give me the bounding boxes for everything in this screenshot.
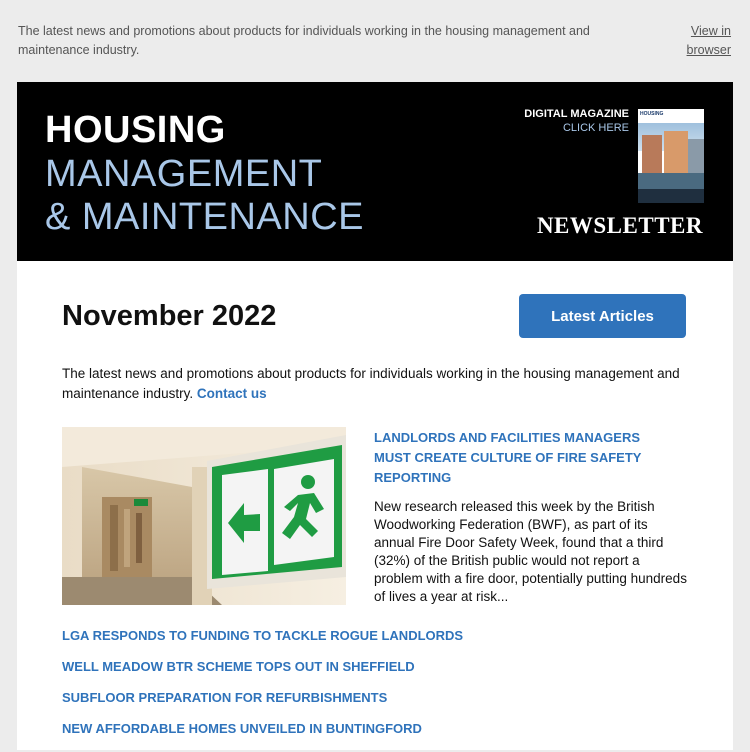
intro-text: The latest news and promotions about products for individuals working in the housing management and maintenance industry. — [62, 366, 680, 401]
headline-link[interactable]: NEW AFFORDABLE HOMES UNVEILED IN BUNTINGFORD — [62, 721, 422, 736]
issue-month-heading: November 2022 — [62, 300, 277, 332]
preheader-text: The latest news and promotions about products for individuals working in the housing management and maintenance industry. — [18, 24, 590, 57]
contact-us-link[interactable]: Contact us — [196, 386, 267, 401]
newsletter-label: NEWSLETTER — [536, 213, 703, 238]
intro-paragraph — [62, 364, 692, 404]
click-here-label: CLICK HERE — [562, 122, 629, 134]
headline-link[interactable]: WELL MEADOW BTR SCHEME TOPS OUT IN SHEFFIELD — [62, 659, 415, 674]
cover-masthead: HOUSING — [638, 109, 704, 123]
headline-link[interactable]: LGA RESPONDS TO FUNDING TO TACKLE ROGUE LANDLORDS — [62, 628, 464, 643]
digital-magazine-label: DIGITAL MAGAZINE — [524, 108, 629, 120]
masthead-title-management: MANAGEMENT — [45, 153, 323, 195]
masthead-title-housing: HOUSING — [45, 109, 226, 151]
fire-exit-sign-photo — [62, 427, 346, 605]
header-banner — [17, 82, 733, 261]
magazine-cover-image[interactable] — [638, 109, 704, 203]
content-panel — [17, 261, 733, 750]
featured-article-image[interactable] — [62, 427, 346, 605]
masthead-title-maintenance: & MAINTENANCE — [45, 196, 364, 238]
featured-article-title-link[interactable]: LANDLORDS AND FACILITIES MANAGERS MUST CREATE CULTURE OF FIRE SAFETY REPORTING — [374, 430, 642, 485]
digital-magazine-link[interactable] — [524, 107, 629, 135]
featured-article-summary: New research released this week by the British Woodworking Federation (BWF), as part of its annual Fire Door Safety Week, found that a third (32%) of the British public would not report a problem with a fire door, potentially putting hundreds of lives a year at risk... — [374, 499, 687, 604]
view-in-browser-link[interactable]: View in browser — [686, 24, 731, 57]
headline-link[interactable]: SUBFLOOR PREPARATION FOR REFURBISHMENTS — [62, 690, 388, 705]
headline-list — [62, 628, 702, 752]
latest-articles-button[interactable]: Latest Articles — [519, 294, 686, 338]
